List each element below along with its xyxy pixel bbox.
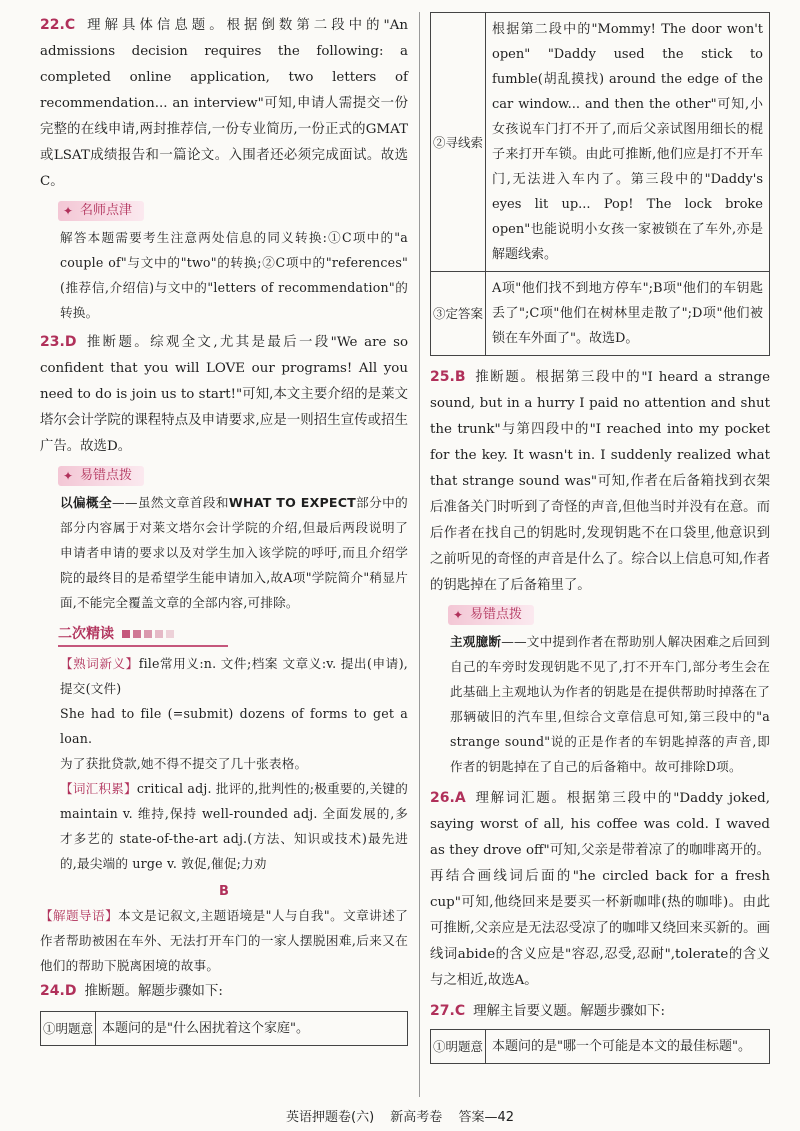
step-key: ②寻线索 bbox=[431, 13, 486, 272]
q24-explanation bbox=[40, 978, 408, 1005]
q26-number: 26. bbox=[430, 790, 455, 806]
teacher-tip-label: 名师点津 bbox=[80, 203, 133, 218]
example-chinese: 为了获批贷款,她不得不提交了几十张表格。 bbox=[60, 756, 308, 771]
q25-error-note bbox=[450, 629, 770, 779]
q25-note-body: ——文中提到作者在帮助别人解决困难之后回到自己的车旁时发现钥匙不见了,打不开车门,部分考生会在此基础上主观地认为作者的钥匙是在提供帮助时掉落在了那辆破旧的汽车里,但综合文章信息可知,第三段中的"a strange sound"说的正是作者的车钥匙掉落的声音,即作者的钥匙掉在了自己的后备箱中。故可排除D项。 bbox=[450, 634, 770, 774]
q27-number: 27. bbox=[430, 1003, 455, 1019]
q27-text: 理解主旨要义题。解题步骤如下: bbox=[473, 1004, 666, 1019]
teacher-tip-tag bbox=[58, 201, 144, 221]
decor-square bbox=[155, 630, 163, 638]
q22-explanation bbox=[40, 12, 408, 195]
q27-explanation bbox=[430, 998, 770, 1025]
table-row bbox=[41, 1012, 408, 1046]
guide-label: 解题导语 bbox=[53, 908, 106, 923]
q23-note-heading: WHAT TO EXPECT bbox=[228, 495, 356, 510]
q27-step-table bbox=[430, 1029, 770, 1064]
q24-number: 24. bbox=[40, 983, 65, 999]
decor-square bbox=[122, 630, 130, 638]
decor-square bbox=[166, 630, 174, 638]
q23-number: 23. bbox=[40, 334, 65, 350]
q24-answer: D bbox=[64, 983, 77, 999]
step-value: A项"他们找不到地方停车";B项"他们的车钥匙丢了";C项"他们在树林里走散了";D项"他们被锁在车外面了"。故选D。 bbox=[486, 272, 770, 356]
decor-square bbox=[133, 630, 141, 638]
step-key: ①明题意 bbox=[41, 1012, 96, 1046]
q22-number: 22. bbox=[40, 17, 65, 33]
example-english: She had to file (=submit) dozens of forms to get a loan. bbox=[60, 706, 408, 746]
reread-section-header bbox=[58, 623, 228, 647]
q22-text: 理解具体信息题。根据倒数第二段中的"An admissions decision requires the following: a completed online application, two letters of recommendation... an interview"可知,申请人需提交一份完整的在线申请,两封推荐信,一份专业简历,一份正式的GMAT或LSAT成绩报告和一篇论文。入围者还必须完成面试。故选C。 bbox=[40, 18, 408, 189]
q25-error-type: 主观臆断 bbox=[450, 634, 502, 649]
q23-explanation bbox=[40, 329, 408, 460]
step-key: ①明题意 bbox=[431, 1030, 486, 1064]
magic-wand-icon: ✦ bbox=[63, 204, 74, 218]
step-value: 根据第二段中的"Mommy! The door won't open" "Daddy used the stick to fumble(胡乱摸找) around the edge of the car window... and then the other"可知,小女孩说车门打不开了,而后父亲试图用细长的棍子来打开车锁。由此可推断,他们应是打不开车门,无法进入车内了。第三段中的"Daddy's eyes lit up... Pop! The lock broke open"也能说明小女孩一家被锁在了车外,亦是解题线索。 bbox=[486, 13, 770, 272]
q23-answer: D bbox=[64, 334, 77, 350]
q23-error-note bbox=[60, 490, 408, 615]
q23-note-body: 部分中的部分内容属于对莱文塔尔会计学院的介绍,但最后两段说明了申请者申请的要求以及对学生加入该学院的呼吁,而且介绍学院的最终目的是希望学生能申请加入,故A项"学院简介"稍显片面,不能完全覆盖文章的全部内容,可排除。 bbox=[60, 495, 408, 610]
footer-series: 新高考卷 bbox=[390, 1110, 443, 1125]
step-value: 本题问的是"什么困扰着这个家庭"。 bbox=[96, 1012, 408, 1046]
q24-step-table-continued bbox=[430, 12, 770, 356]
error-tip-label: 易错点拨 bbox=[470, 607, 523, 622]
q24-text: 推断题。解题步骤如下: bbox=[84, 984, 223, 999]
q26-text: 理解词汇题。根据第三段中的"Daddy joked, saying worst of all, his coffee was cold. I waved as they drove off"可知,父亲是带着凉了的咖啡离开的。再结合画线词后面的"he circled back for a fresh cup"可知,他绕回来是要买一杯新咖啡(热的咖啡)。由此可推断,父亲应是无法忍受凉了的咖啡又绕回来买新的。画线词abide的含义应是"容忍,忍受,忍耐",tolerate的含义与之相近,故选A。 bbox=[430, 791, 770, 988]
footer-page: 答案—42 bbox=[458, 1110, 514, 1125]
guide-text: 本文是记叙文,主题语境是"人与自我"。文章讲述了作者帮助被困在车外、无法打开车门的一家人摆脱困难,后来又在他们的帮助下脱离困境的故事。 bbox=[40, 908, 408, 973]
magic-wand-icon: ✦ bbox=[63, 469, 74, 483]
q23-text: 推断题。综观全文,尤其是最后一段"We are so confident that you will LOVE our programs! All you need to do is join us to start!"可知,本文主要介绍的是莱文塔尔会计学院的课程特点及申请要求,应是一则招生宣传或招生广告。故选D。 bbox=[40, 335, 408, 454]
column-divider bbox=[419, 12, 420, 1097]
part-b-guide: 【解题导语】本文是记叙文,主题语境是"人与自我"。文章讲述了作者帮助被困在车外、无法打开车门的一家人摆脱困难,后来又在他们的帮助下脱离困境的故事。 bbox=[40, 908, 408, 973]
vocab1-label: 熟词新义 bbox=[73, 656, 126, 671]
decor-square bbox=[144, 630, 152, 638]
page-footer bbox=[0, 1106, 800, 1125]
left-column bbox=[40, 12, 408, 1046]
q22-tip-note: 解答本题需要考生注意两处信息的同义转换:①C项中的"a couple of"与文中的"two"的转换;②C项中的"references"(推荐信,介绍信)与文中的"letters of recommendation"的转换。 bbox=[60, 230, 408, 320]
table-row bbox=[431, 272, 770, 356]
vocab-new-meaning: 【熟词新义】file常用义:n. 文件;档案 文章义:v. 提出(申请),提交(文件) bbox=[60, 656, 409, 696]
q24-step-table-start bbox=[40, 1011, 408, 1046]
q27-answer: C bbox=[454, 1003, 466, 1019]
part-b-title: B bbox=[219, 884, 229, 899]
reread-label: 二次精读 bbox=[58, 626, 114, 642]
magic-wand-icon: ✦ bbox=[453, 608, 464, 622]
vocab2-label: 词汇积累 bbox=[72, 781, 125, 796]
q22-answer: C bbox=[64, 17, 76, 33]
q23-note-pre: ——虽然文章首段和 bbox=[112, 495, 229, 510]
step-value: 本题问的是"哪一个可能是本文的最佳标题"。 bbox=[486, 1030, 770, 1064]
q25-answer: B bbox=[454, 369, 466, 385]
table-row bbox=[431, 1030, 770, 1064]
q23-error-type: 以偏概全 bbox=[60, 495, 113, 510]
q26-answer: A bbox=[454, 790, 466, 806]
q25-explanation bbox=[430, 364, 770, 599]
error-tip-tag bbox=[58, 466, 144, 486]
vocab1-text: file常用义:n. 文件;档案 文章义:v. 提出(申请),提交(文件) bbox=[60, 656, 409, 696]
table-row bbox=[431, 13, 770, 272]
right-column bbox=[430, 12, 770, 1064]
step-key: ③定答案 bbox=[431, 272, 486, 356]
vocab-accumulation: 【词汇积累】critical adj. 批评的,批判性的;极重要的,关键的 maintain v. 维持,保持 well-rounded adj. 全面发展的,多才多艺的 state-of-the-art adj.(方法、知识或技术)最先进的,最尖端的 urge v. 敦促,催促;力劝 bbox=[60, 781, 409, 871]
q25-number: 25. bbox=[430, 369, 455, 385]
footer-subject: 英语押题卷(六) bbox=[286, 1110, 375, 1125]
error-tip-label: 易错点拨 bbox=[80, 468, 133, 483]
vocab2-text: critical adj. 批评的,批判性的;极重要的,关键的 maintain v. 维持,保持 well-rounded adj. 全面发展的,多才多艺的 state-of-the-art adj.(方法、知识或技术)最先进的,最尖端的 urge v. 敦促,催促;力劝 bbox=[60, 781, 409, 871]
error-tip-tag bbox=[448, 605, 534, 625]
q26-explanation bbox=[430, 785, 770, 994]
q25-text: 推断题。根据第三段中的"I heard a strange sound, but in a hurry I paid no attention and shut the trunk"与第四段中的"I reached into my pocket for the key. It wasn't in. I suddenly realized what that strange sound was"可知,作者在后备箱找到衣架后准备关门时听到了奇怪的声音,但他当时并没有在意。而后作者在找自己的钥匙时,发现钥匙不在口袋里,他意识到之前听见的奇怪的声音是什么了。综合以上信息可知,作者的钥匙掉在了后备箱里了。 bbox=[430, 370, 770, 593]
